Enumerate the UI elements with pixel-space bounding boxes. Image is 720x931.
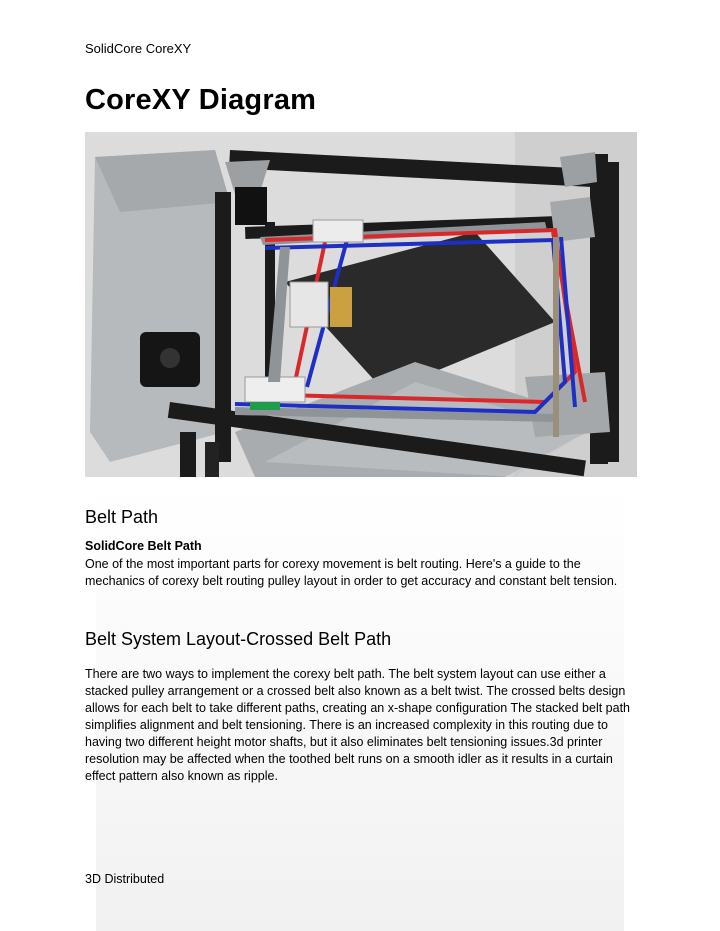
document-header: SolidCore CoreXY — [85, 41, 192, 56]
section-heading-belt-path: Belt Path — [85, 507, 159, 527]
section-subheading: SolidCore Belt Path — [85, 539, 202, 553]
corexy-printer-photo — [85, 132, 637, 477]
document-footer: 3D Distributed — [85, 872, 165, 886]
belt-layout-paragraph: There are two ways to implement the corexy belt path. The belt system layout can use either a stacked pulley arrangement or a crossed belt also known as a belt twist. The crossed belts design allows for each belt to take different paths, creating an x-shape configuration The stacked belt path simplifies alignment and belt tensioning. There is an increased complexity in this routing due to having two different height motor shafts, but it also eliminates belt tensioning issues.3d printer resolution may be affected when the toothed belt runs on a smooth idler as it results in a curtain effect pattern also known as ripple. — [85, 667, 631, 783]
section-heading-belt-layout: Belt System Layout-Crossed Belt Path — [85, 629, 392, 649]
belt-path-paragraph: One of the most important parts for corexy movement is belt routing. Here's a guide to the mechanics of corexy belt routing pulley layout in order to get accuracy and constant belt tension. — [85, 557, 618, 588]
page-title: CoreXY Diagram — [85, 84, 317, 116]
